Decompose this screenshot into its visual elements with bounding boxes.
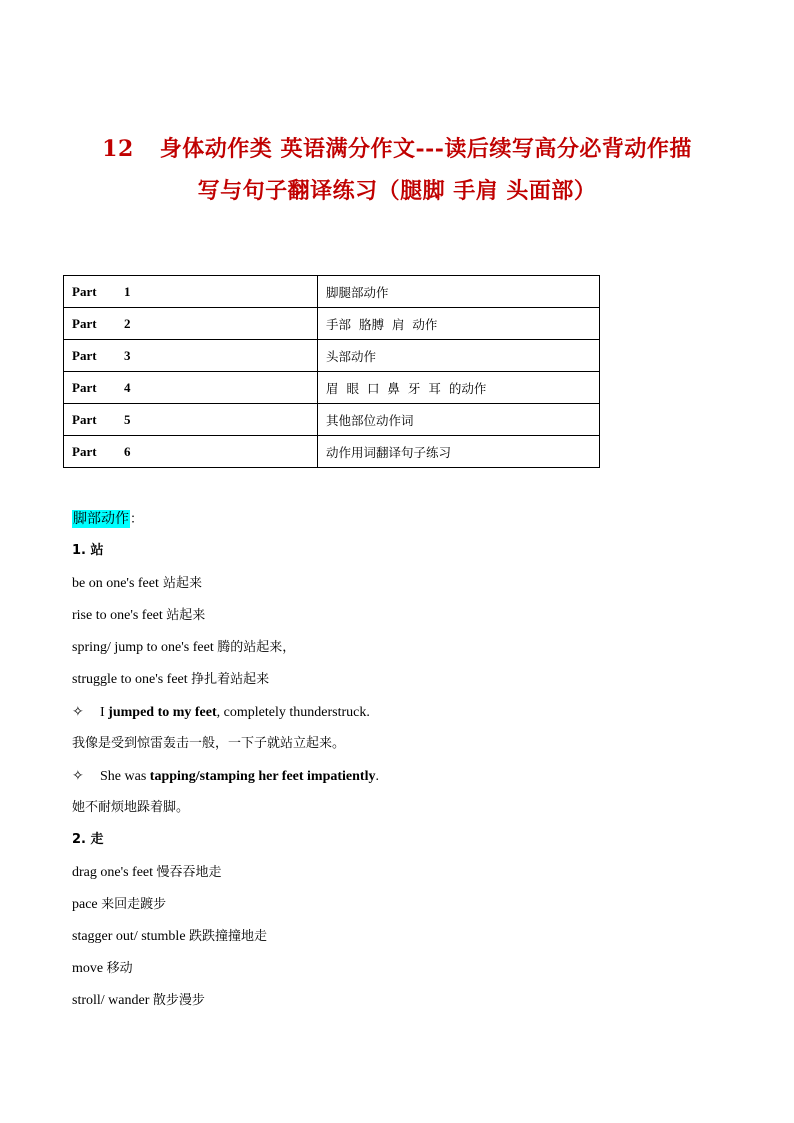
title-text-1: 身体动作类 英语满分作文---读后续写高分必背动作描: [159, 136, 692, 162]
list-item: spring/ jump to one's feet 腾的站起来，: [72, 640, 296, 656]
part-label-cell: Part 1: [64, 276, 318, 308]
subheading-stand: 1. 站: [72, 543, 104, 559]
heading-colon: ：: [130, 512, 144, 527]
list-item: rise to one's feet 站起来: [72, 608, 206, 624]
part-desc-cell: 其他部位动作词: [318, 404, 600, 436]
section-content: [72, 506, 752, 1020]
part-desc-cell: 动作用词翻译句子练习: [318, 436, 600, 468]
list-item: drag one's feet 慢吞吞地走: [72, 865, 222, 881]
parts-table: [63, 275, 600, 468]
table-row: [64, 340, 600, 372]
table-row: [64, 372, 600, 404]
diamond-bullet-icon: ✧: [72, 703, 84, 720]
part-desc-cell: 脚腿部动作: [318, 276, 600, 308]
subheading-walk: 2. 走: [72, 831, 104, 847]
table-row: [64, 308, 600, 340]
part-label-cell: Part 3: [64, 340, 318, 372]
example-sentence: ✧ She was tapping/stamping her feet impatiently.: [72, 763, 752, 795]
example-translation: 我像是受到惊雷轰击一般，一下子就站立起来。: [72, 735, 346, 751]
part-label-cell: Part 4: [64, 372, 318, 404]
example-sentence: ✧ I jumped to my feet, completely thunderstruck.: [72, 699, 752, 731]
document-title: [0, 128, 794, 212]
part-desc-cell: 眉 眼 口 鼻 牙 耳 的动作: [318, 372, 600, 404]
list-item: move 移动: [72, 961, 133, 977]
title-number: 12: [102, 136, 134, 162]
title-line-2: 写与句子翻译练习（腿脚 手肩 头面部）: [197, 178, 597, 204]
list-item: struggle to one's feet 挣扎着站起来: [72, 672, 270, 688]
title-line-1: [102, 136, 692, 162]
table-row: [64, 404, 600, 436]
section-heading: 脚部动作: [73, 511, 129, 527]
table-row: [64, 276, 600, 308]
example-translation: 她不耐烦地跺着脚。: [72, 799, 190, 815]
list-item: stagger out/ stumble 跌跌撞撞地走: [72, 929, 268, 945]
list-item: pace 来回走踱步: [72, 897, 167, 913]
table-row: [64, 436, 600, 468]
part-label-cell: Part 2: [64, 308, 318, 340]
list-item: stroll/ wander 散步漫步: [72, 993, 205, 1009]
section-heading-line: [72, 506, 752, 538]
diamond-bullet-icon: ✧: [72, 767, 84, 784]
part-label-cell: Part 5: [64, 404, 318, 436]
list-item: be on one's feet 站起来: [72, 576, 203, 592]
part-desc-cell: 手部 胳膊 肩 动作: [318, 308, 600, 340]
part-label-cell: Part 6: [64, 436, 318, 468]
part-desc-cell: 头部动作: [318, 340, 600, 372]
